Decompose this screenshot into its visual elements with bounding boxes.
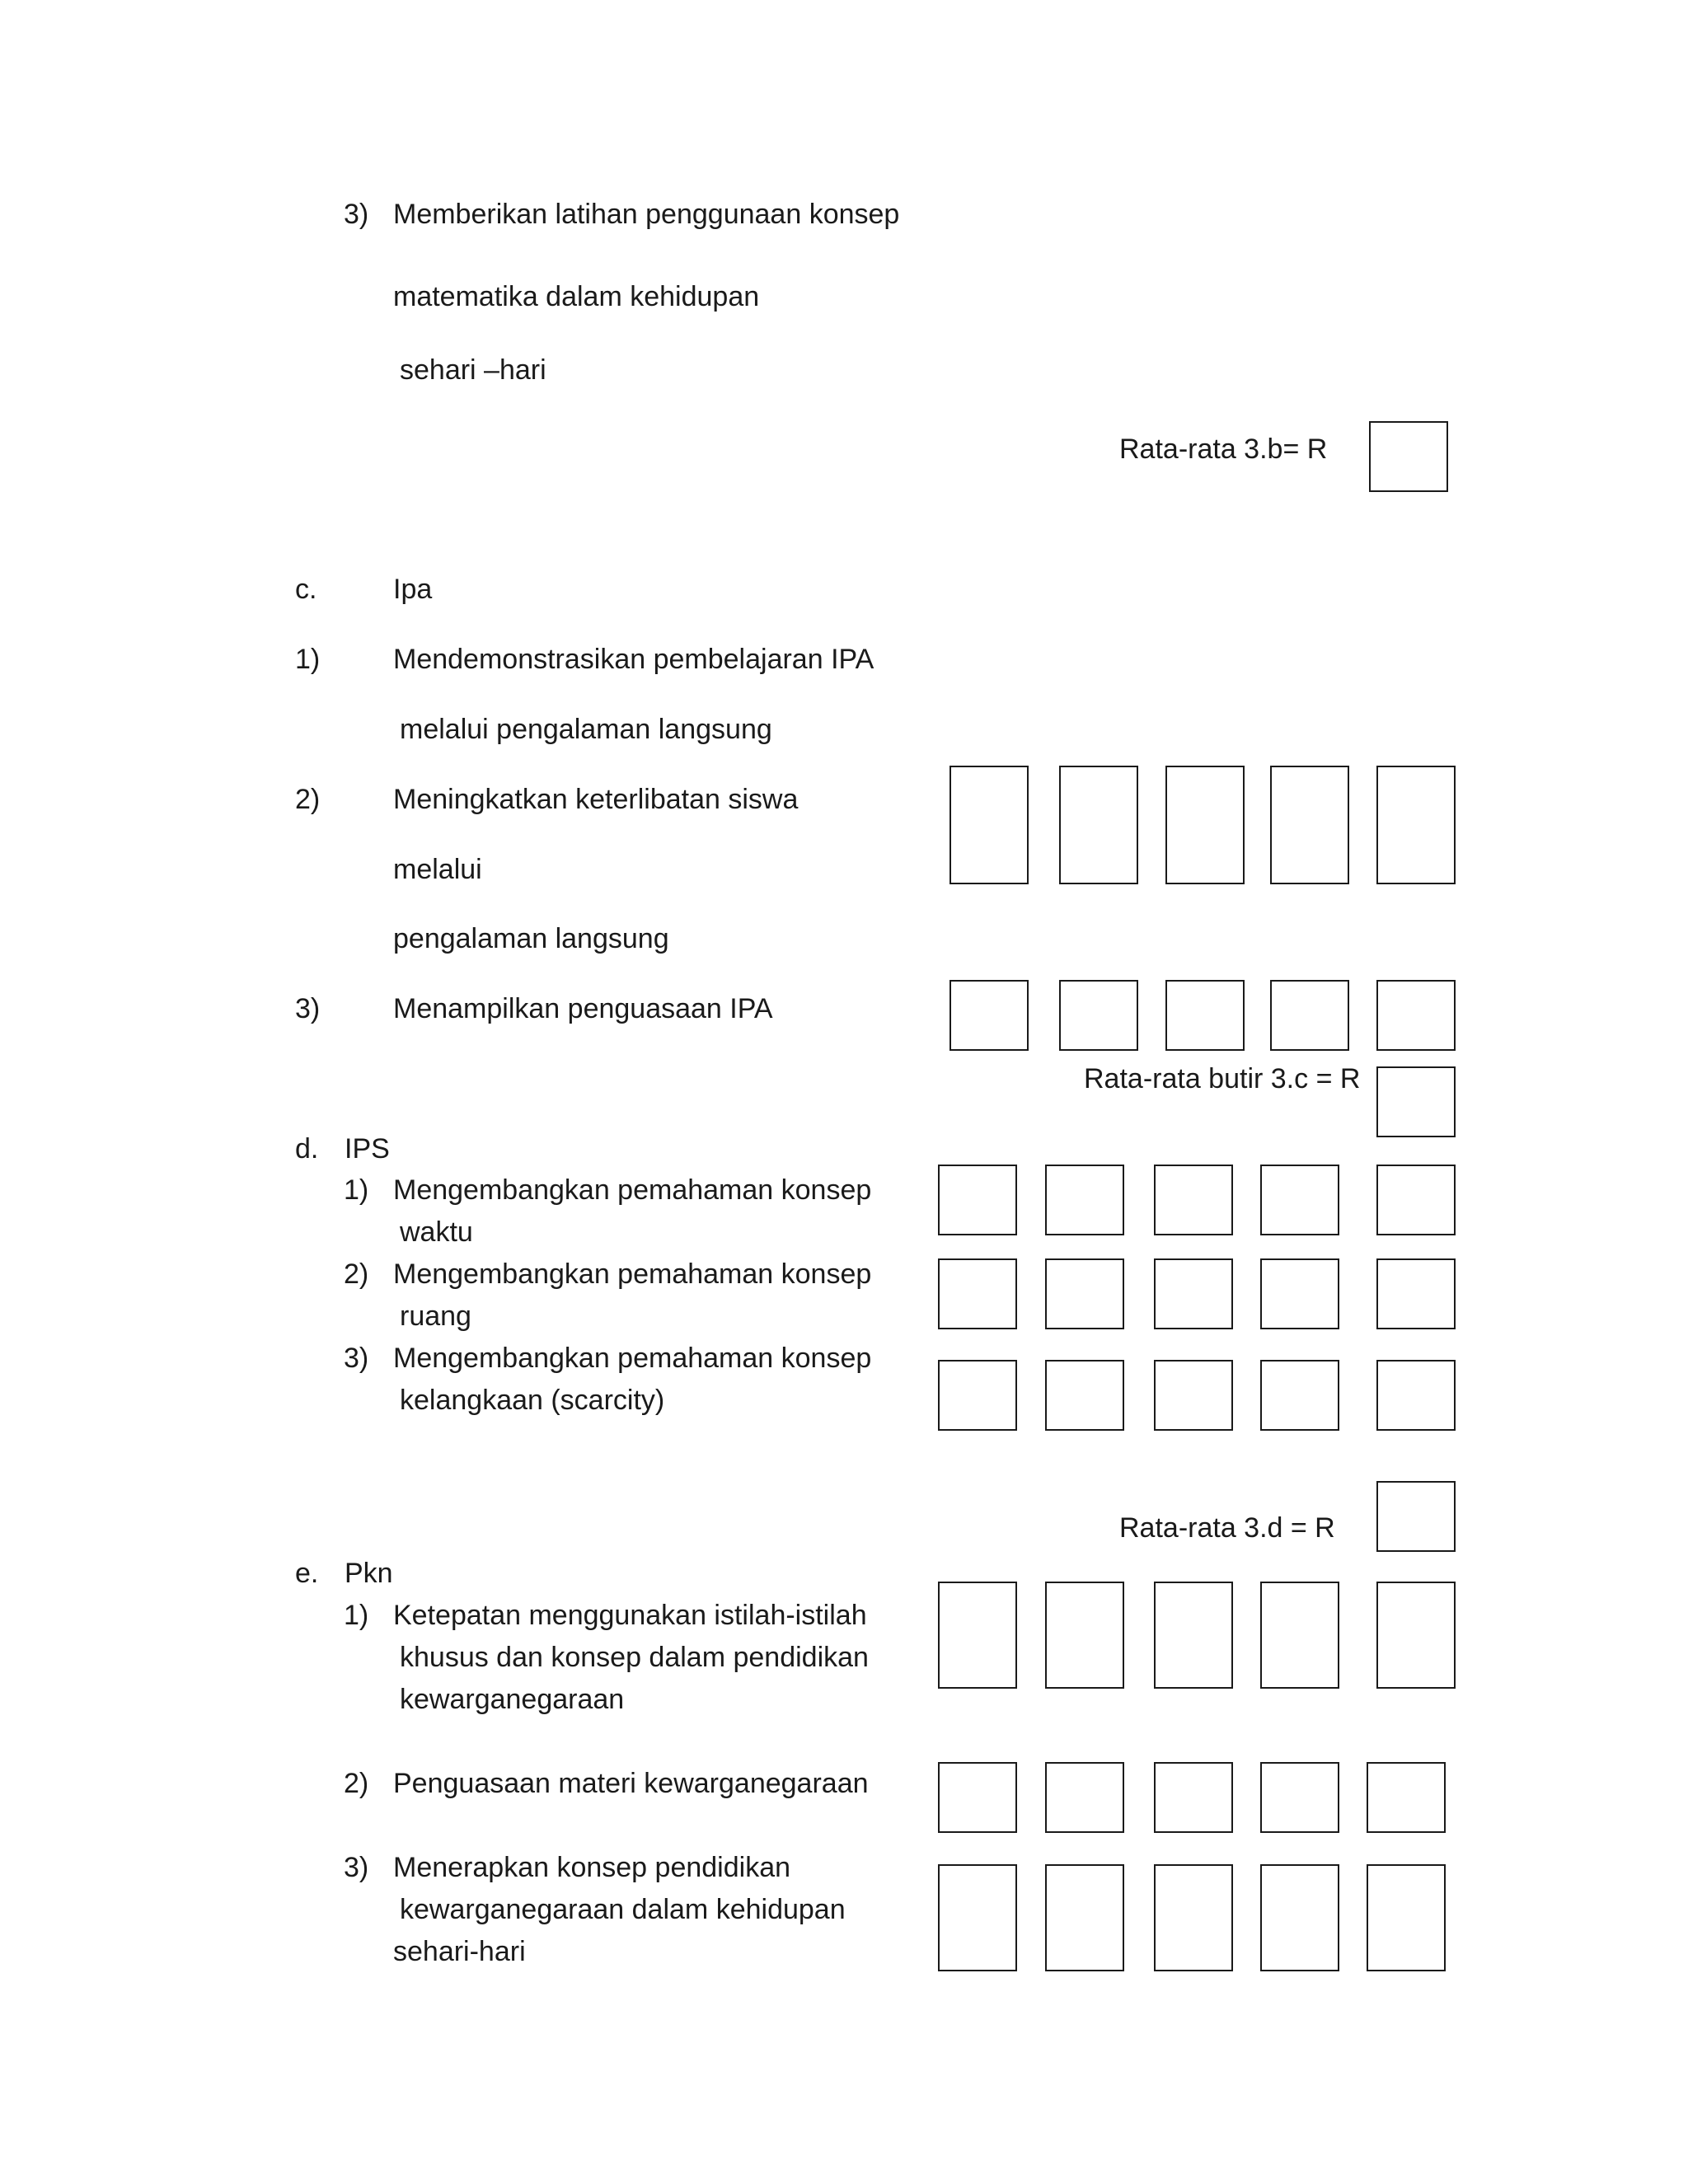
score-box[interactable] — [1376, 980, 1456, 1051]
item-number: 1) — [344, 1174, 369, 1206]
score-box[interactable] — [1376, 1258, 1456, 1329]
item-text: waktu — [400, 1216, 473, 1248]
item-text: Menerapkan konsep pendidikan — [393, 1852, 791, 1883]
item-number: 1) — [295, 644, 321, 675]
score-box[interactable] — [938, 1582, 1017, 1689]
score-box[interactable] — [1059, 980, 1138, 1051]
score-box[interactable] — [938, 1165, 1017, 1235]
section-title: IPS — [345, 1133, 390, 1165]
score-box[interactable] — [1165, 980, 1245, 1051]
score-box[interactable] — [950, 980, 1029, 1051]
average-label: Rata-rata 3.d = R — [1119, 1512, 1335, 1544]
score-box[interactable] — [1045, 1165, 1124, 1235]
item-text: Ketepatan menggunakan istilah-istilah — [393, 1600, 867, 1631]
item-text: Meningkatkan keterlibatan siswa — [393, 784, 799, 815]
section-letter: c. — [295, 574, 317, 605]
score-box[interactable] — [1260, 1762, 1339, 1833]
average-score-box[interactable] — [1376, 1481, 1456, 1552]
item-text: Mengembangkan pemahaman konsep — [393, 1343, 872, 1374]
score-box[interactable] — [1376, 766, 1456, 884]
score-box[interactable] — [938, 1762, 1017, 1833]
score-box[interactable] — [1260, 1165, 1339, 1235]
item-number: 3) — [344, 1343, 369, 1374]
item-text: Menampilkan penguasaan IPA — [393, 993, 773, 1024]
score-box[interactable] — [1260, 1582, 1339, 1689]
score-box[interactable] — [938, 1360, 1017, 1431]
item-text: matematika dalam kehidupan — [393, 281, 760, 312]
item-number: 2) — [344, 1768, 369, 1799]
score-box[interactable] — [1045, 1258, 1124, 1329]
average-label: Rata-rata butir 3.c = R — [1084, 1063, 1361, 1094]
average-label: Rata-rata 3.b= R — [1119, 434, 1328, 465]
score-box[interactable] — [1376, 1582, 1456, 1689]
score-box[interactable] — [1260, 1864, 1339, 1971]
item-text: khusus dan konsep dalam pendidikan — [400, 1642, 869, 1673]
item-text: sehari-hari — [393, 1936, 526, 1967]
item-text: melalui — [393, 854, 482, 885]
item-text: Penguasaan materi kewarganegaraan — [393, 1768, 869, 1799]
score-box[interactable] — [1165, 766, 1245, 884]
item-text: sehari –hari — [400, 354, 546, 386]
item-text: kewarganegaraan dalam kehidupan — [400, 1894, 846, 1925]
score-box[interactable] — [1154, 1165, 1233, 1235]
item-number: 3) — [344, 199, 369, 230]
score-box[interactable] — [938, 1258, 1017, 1329]
score-box[interactable] — [938, 1864, 1017, 1971]
item-text: pengalaman langsung — [393, 923, 669, 954]
item-text: kewarganegaraan — [400, 1684, 625, 1715]
section-letter: d. — [295, 1133, 319, 1165]
item-text: ruang — [400, 1301, 471, 1332]
score-box[interactable] — [1270, 766, 1349, 884]
average-score-box[interactable] — [1376, 1066, 1456, 1137]
score-box[interactable] — [1045, 1582, 1124, 1689]
item-number: 2) — [295, 784, 321, 815]
score-box[interactable] — [1154, 1258, 1233, 1329]
score-box[interactable] — [1059, 766, 1138, 884]
item-text: Memberikan latihan penggunaan konsep — [393, 199, 900, 230]
score-box[interactable] — [1260, 1360, 1339, 1431]
item-text: kelangkaan (scarcity) — [400, 1385, 665, 1416]
item-text: melalui pengalaman langsung — [400, 714, 772, 745]
score-box[interactable] — [1045, 1864, 1124, 1971]
score-box[interactable] — [1154, 1864, 1233, 1971]
score-box[interactable] — [1367, 1864, 1446, 1971]
item-number: 2) — [344, 1258, 369, 1290]
score-box[interactable] — [1376, 1165, 1456, 1235]
score-box[interactable] — [1045, 1762, 1124, 1833]
item-text: Mengembangkan pemahaman konsep — [393, 1174, 872, 1206]
score-box[interactable] — [1260, 1258, 1339, 1329]
section-title: Ipa — [393, 574, 433, 605]
section-title: Pkn — [345, 1558, 393, 1589]
score-box[interactable] — [1154, 1360, 1233, 1431]
item-number: 3) — [344, 1852, 369, 1883]
score-box[interactable] — [1376, 1360, 1456, 1431]
item-text: Mendemonstrasikan pembelajaran IPA — [393, 644, 874, 675]
score-box[interactable] — [1154, 1762, 1233, 1833]
score-box[interactable] — [950, 766, 1029, 884]
average-score-box[interactable] — [1369, 421, 1448, 492]
score-box[interactable] — [1367, 1762, 1446, 1833]
score-box[interactable] — [1045, 1360, 1124, 1431]
item-number: 3) — [295, 993, 321, 1024]
score-box[interactable] — [1270, 980, 1349, 1051]
section-letter: e. — [295, 1558, 319, 1589]
item-text: Mengembangkan pemahaman konsep — [393, 1258, 872, 1290]
score-box[interactable] — [1154, 1582, 1233, 1689]
item-number: 1) — [344, 1600, 369, 1631]
